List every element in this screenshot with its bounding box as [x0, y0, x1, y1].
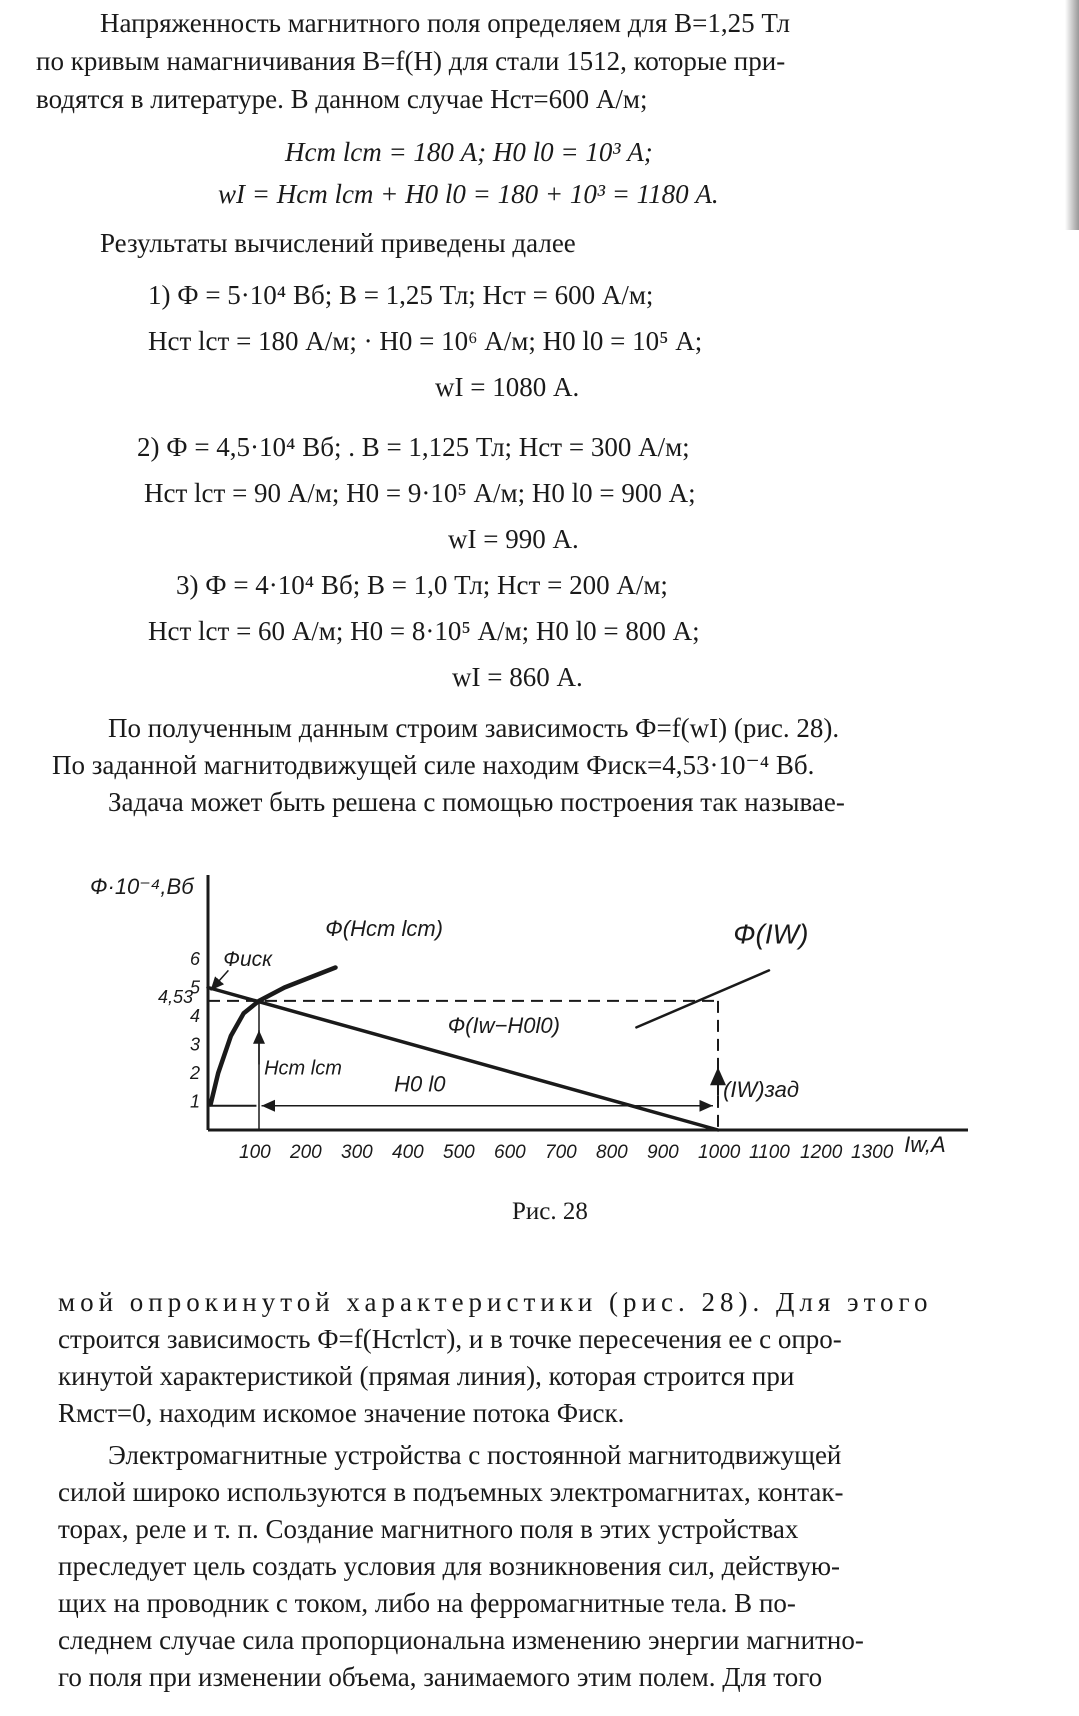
results-heading: Результаты вычислений приведены далее [100, 228, 576, 258]
x-tick-label: 1000 [698, 1142, 741, 1163]
result-2-line-3: wI = 990 А. [448, 524, 579, 554]
figure-28-chart [80, 840, 1000, 1180]
tail-line-9: щих на проводник с током, либо на ферромагнитные тела. В по- [58, 1588, 796, 1618]
result-1-line-2: Hст lст = 180 А/м; · H0 = 10⁶ А/м; H0 l0 = 10⁵ А; [148, 326, 703, 356]
phi-hcm-curve-label: Ф(Hcm lcm) [325, 916, 443, 942]
x-tick-label: 100 [239, 1142, 271, 1163]
x-tick-label: 400 [392, 1142, 424, 1163]
phi-iw-h0-line-label: Ф(Iw−H0l0) [447, 1013, 560, 1039]
y-tick-label: 6 [190, 949, 201, 969]
x-axis-label: Iw,A [904, 1132, 946, 1157]
y-tick-label: 3 [190, 1034, 201, 1055]
result-2-line-1: 2) Ф = 4,5·10⁴ Вб; . B = 1,125 Тл; Hст = 300 А/м; [137, 432, 690, 462]
result-2-line-2: Hст lст = 90 А/м; H0 = 9·10⁵ А/м; H0 l0 = 900 А; [144, 478, 696, 508]
x-tick-label: 700 [545, 1142, 577, 1163]
tail-line-1 [58, 1285, 932, 1319]
tail-line-7: торах, реле и т. п. Создание магнитного поля в этих устройствах [58, 1514, 799, 1544]
x-tick-label: 600 [494, 1142, 526, 1163]
tail-line-3: кинутой характеристикой (прямая линия), которая строится при [58, 1361, 795, 1391]
y-tick-label: 1 [190, 1091, 201, 1112]
x-tick-label: 300 [341, 1142, 373, 1163]
after-line-1: По полученным данным строим зависимость Ф=f(wI) (рис. 28). [108, 713, 840, 743]
series-line-1 [211, 968, 336, 1105]
tail-line-6: силой широко используются в подъемных электромагнитах, контак- [58, 1477, 844, 1507]
h0l0-label: H0 l0 [394, 1071, 446, 1097]
tail-line-2: строится зависимость Ф=f(Hстlст), и в точке пересечения ее с опро- [58, 1324, 842, 1354]
result-1-line-3: wI = 1080 А. [435, 372, 580, 402]
x-tick-label: 500 [443, 1142, 475, 1163]
x-tick-label: 900 [647, 1142, 679, 1163]
tail-line-5: Электромагнитные устройства с постоянной магнитодвижущей [108, 1440, 842, 1470]
y-tick-label: 4 [190, 1006, 201, 1026]
y-axis-label: Ф·10⁻⁴,Вб [90, 874, 194, 899]
hcm-lcm-label: Hcm lcm [264, 1057, 342, 1080]
x-tick-label: 1200 [800, 1142, 843, 1163]
tail-line-1-text: мой опрокинутой характеристики (рис. 28). Для этого [58, 1287, 933, 1317]
tail-line-10: следнем случае сила пропорциональна изменению энергии магнитно- [58, 1625, 864, 1655]
series-line-2 [636, 970, 769, 1027]
equation-2: wI = Hст lст + H0 l0 = 180 + 10³ = 1180 А. [218, 179, 719, 209]
tail-line-4: Rмст=0, находим искомое значение потока Фиск. [58, 1398, 625, 1428]
after-line-3: Задача может быть решена с помощью построения так называе- [108, 787, 845, 817]
tail-line-11: го поля при изменении объема, занимаемого этим полем. Для того [58, 1662, 823, 1692]
intro-line-1: Напряженность магнитного поля определяем для B=1,25 Тл [100, 8, 790, 38]
intro-line-3: водятся в литературе. В данном случае Hст=600 А/м; [36, 84, 648, 114]
y-tick-label: 4,53 [158, 986, 194, 1007]
x-tick-label: 800 [596, 1142, 628, 1163]
y-tick-label: 5 [190, 977, 201, 998]
result-3-line-2: Hст lст = 60 А/м; H0 = 8·10⁵ А/м; H0 l0 = 800 А; [148, 616, 700, 646]
x-tick-label: 200 [290, 1142, 322, 1163]
result-3-line-1: 3) Ф = 4·10⁴ Вб; B = 1,0 Тл; Hст = 200 А/м; [176, 570, 668, 600]
equation-1: Hст lст = 180 А; H0 l0 = 10³ А; [285, 137, 653, 167]
phi-iw-curve-label: Ф(IW) [733, 918, 809, 950]
result-1-line-1: 1) Ф = 5·10⁴ Вб; B = 1,25 Тл; Hст = 600 А/м; [148, 280, 654, 310]
figure-caption: Рис. 28 [512, 1198, 588, 1225]
after-line-2: По заданной магнитодвижущей силе находим Фиск=4,53·10⁻⁴ Вб. [52, 750, 815, 780]
y-tick-label: 2 [190, 1063, 201, 1083]
scan-edge-shadow [1065, 0, 1079, 230]
phi-isk-label: Фиск [223, 948, 273, 972]
iw-zad-label: (IW)зад [723, 1077, 800, 1103]
tail-line-8: преследует цель создать условия для возникновения сил, действую- [58, 1551, 841, 1581]
x-tick-label: 1300 [851, 1142, 894, 1163]
x-tick-label: 1100 [749, 1142, 790, 1163]
result-3-line-3: wI = 860 А. [452, 662, 583, 692]
intro-line-2: по кривым намагничивания B=f(H) для стали 1512, которые при- [36, 46, 786, 76]
phi-isk-pointer [211, 970, 229, 990]
